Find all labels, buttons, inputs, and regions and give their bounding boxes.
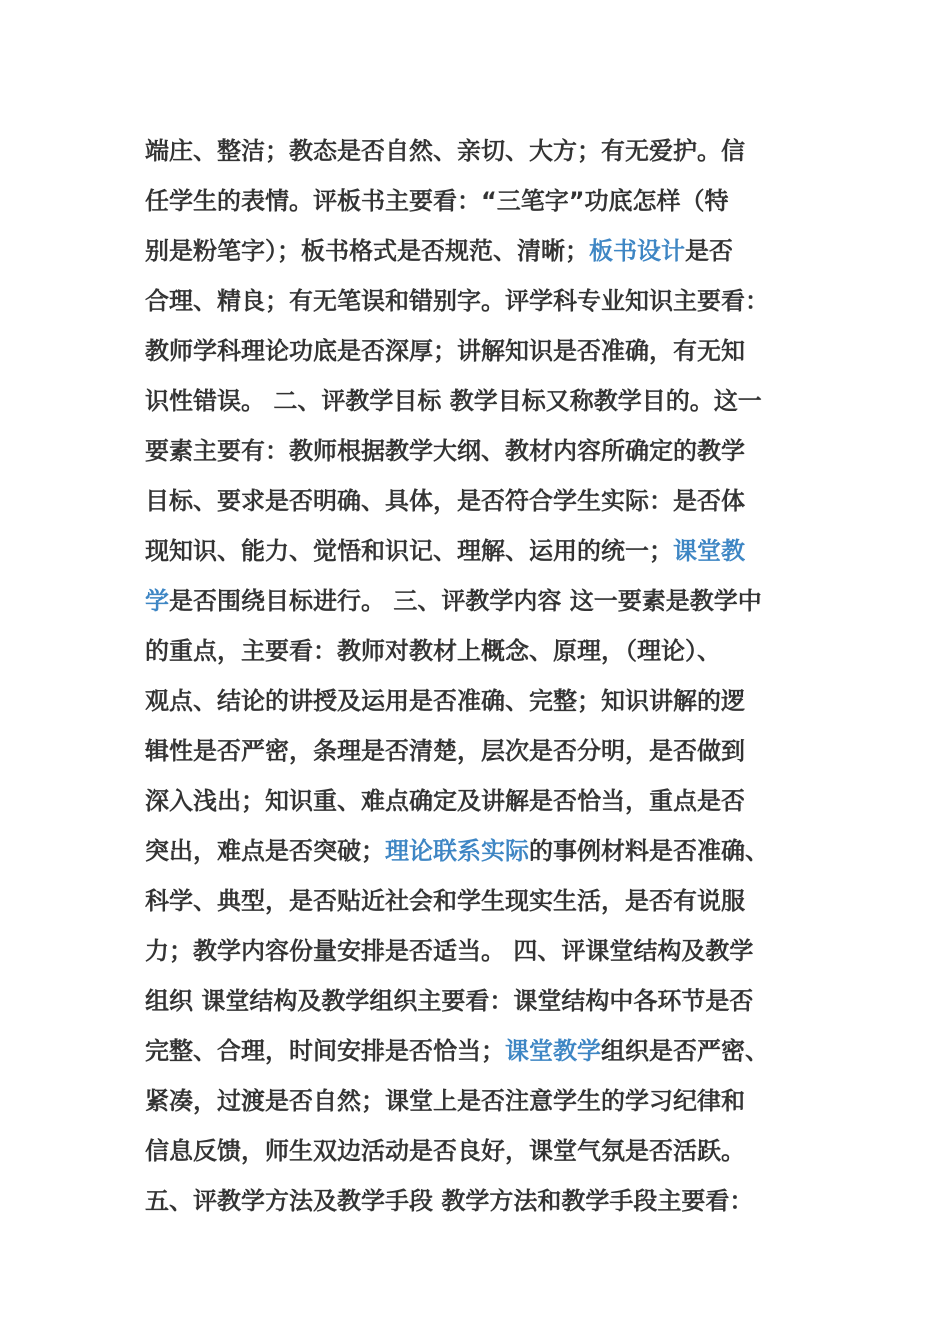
text-line <box>145 326 805 376</box>
text-segment: 组织 课堂结构及教学组织主要看：课堂结构中各环节是否 <box>145 987 754 1015</box>
text-line <box>145 1176 805 1226</box>
text-line <box>145 876 805 926</box>
text-segment: 识性错误。 二、评教学目标 教学目标又称教学目的。这一 <box>145 387 762 415</box>
text-segment: 辑性是否严密，条理是否清楚，层次是否分明，是否做到 <box>145 737 745 765</box>
text-segment: 完整、合理，时间安排是否恰当； <box>145 1037 505 1065</box>
text-segment: 要素主要有：教师根据教学大纲、教材内容所确定的教学 <box>145 437 745 465</box>
text-line <box>145 176 805 226</box>
text-segment: 的重点，主要看：教师对教材上概念、原理，（理论）、 <box>145 637 721 665</box>
text-line <box>145 726 805 776</box>
inline-link[interactable]: 课堂教学 <box>505 1037 601 1065</box>
text-segment: 是否 <box>685 237 733 265</box>
text-segment: 任学生的表情。评板书主要看：“三笔字”功底怎样（特 <box>145 187 729 215</box>
text-segment: 教师学科理论功底是否深厚；讲解知识是否准确，有无知 <box>145 337 745 365</box>
text-line <box>145 776 805 826</box>
text-line <box>145 276 805 326</box>
text-line <box>145 1076 805 1126</box>
inline-link[interactable]: 板书设计 <box>589 237 685 265</box>
text-line <box>145 1126 805 1176</box>
text-segment: 观点、结论的讲授及运用是否准确、完整；知识讲解的逻 <box>145 687 745 715</box>
text-line <box>145 976 805 1026</box>
text-line <box>145 126 805 176</box>
text-line <box>145 576 805 626</box>
text-segment: 紧凑，过渡是否自然；课堂上是否注意学生的学习纪律和 <box>145 1087 745 1115</box>
text-line <box>145 376 805 426</box>
text-segment: 目标、要求是否明确、具体，是否符合学生实际：是否体 <box>145 487 745 515</box>
text-line <box>145 826 805 876</box>
text-segment: 突出，难点是否突破； <box>145 837 385 865</box>
text-line <box>145 676 805 726</box>
inline-link[interactable]: 学 <box>145 587 169 615</box>
text-line <box>145 476 805 526</box>
text-line <box>145 926 805 976</box>
text-segment: 现知识、能力、觉悟和识记、理解、运用的统一； <box>145 537 673 565</box>
text-line <box>145 626 805 676</box>
inline-link[interactable]: 理论联系实际 <box>385 837 529 865</box>
text-line <box>145 526 805 576</box>
text-segment: 五、评教学方法及教学手段 教学方法和教学手段主要看： <box>145 1187 754 1215</box>
text-segment: 力；教学内容份量安排是否适当。 四、评课堂结构及教学 <box>145 937 754 965</box>
text-segment: 是否围绕目标进行。 三、评教学内容 这一要素是教学中 <box>169 587 762 615</box>
text-segment: 合理、精良；有无笔误和错别字。评学科专业知识主要看： <box>145 287 769 315</box>
text-segment: 信息反馈，师生双边活动是否良好，课堂气氛是否活跃。 <box>145 1137 745 1165</box>
text-line <box>145 1026 805 1076</box>
text-line <box>145 226 805 276</box>
text-segment: 别是粉笔字）；板书格式是否规范、清晰； <box>145 237 589 265</box>
text-segment: 组织是否严密、 <box>601 1037 769 1065</box>
text-segment: 的事例材料是否准确、 <box>529 837 769 865</box>
text-line <box>145 426 805 476</box>
inline-link[interactable]: 课堂教 <box>673 537 745 565</box>
text-segment: 端庄、整洁；教态是否自然、亲切、大方；有无爱护。信 <box>145 137 745 165</box>
text-segment: 科学、典型，是否贴近社会和学生现实生活，是否有说服 <box>145 887 745 915</box>
text-segment: 深入浅出；知识重、难点确定及讲解是否恰当，重点是否 <box>145 787 745 815</box>
body-text <box>145 126 805 1226</box>
